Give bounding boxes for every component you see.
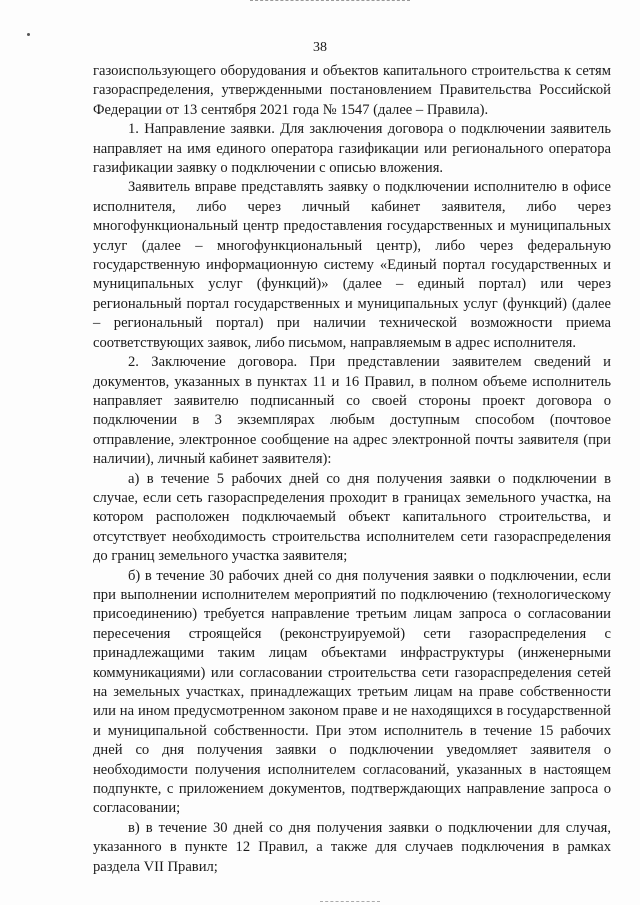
paragraph-item-a: а) в течение 5 рабочих дней со дня получения заявки о подключении в случае, если сеть газораспределения проходит в границах земельного участка, на котором расположен подключаемый объект капитального строительства, и отсутствует необходимость строительства исполнителем сети газораспределения до границ земельного участка заявителя; bbox=[93, 470, 611, 565]
paragraph-submission-channels: Заявитель вправе представлять заявку о подключении исполнителю в офисе исполнителя, либо через личный кабинет заявителя, либо через многофункциональный центр предоставления государственных и муниципальных услуг (далее – многофункциональный центр), либо через федеральную государственную информационную систему «Единый портал государственных и муниципальных услуг (функций)» (далее – единый портал) или через региональный портал государственных и муниципальных услуг (функций) (далее – региональный портал) при наличии технической возможности приема соответствующих заявок, либо письмом, направляемым в адрес исполнителя. bbox=[93, 179, 611, 351]
page-number: 38 bbox=[313, 40, 327, 55]
document-body bbox=[93, 62, 611, 877]
paragraph-continuation: газоиспользующего оборудования и объектов капитального строительства к сетям газораспределения, утвержденными постановлением Правительства Российской Федерации от 13 сентября 2021 года № 1547 (далее – Правила). bbox=[93, 63, 611, 118]
scan-edge-mark bbox=[250, 0, 410, 2]
paragraph-application-submission: 1. Направление заявки. Для заключения договора о подключении заявитель направляет на имя единого оператора газификации или регионального оператора газификации заявку о подключении с описью вложения. bbox=[93, 121, 611, 177]
paragraph-contract-conclusion: 2. Заключение договора. При представлении заявителем сведений и документов, указанных в пунктах 11 и 16 Правил, в полном объеме исполнитель направляет заявителю подписанный со своей стороны проект договора о подключении в 3 экземплярах любым доступным способом (почтовое отправление, электронное сообщение на адрес электронной почты заявителя (при наличии), личный кабинет заявителя): bbox=[93, 354, 611, 468]
paragraph-item-v: в) в течение 30 дней со дня получения заявки о подключении для случая, указанного в пункте 12 Правил, а также для случаев подключения в рамках раздела VII Правил; bbox=[93, 819, 611, 875]
scan-dot bbox=[27, 33, 30, 36]
paragraph-item-b: б) в течение 30 рабочих дней со дня получения заявки о подключении, если при выполнении исполнителем мероприятий по подключению (технологическому присоединению) требуется направление третьим лицам запроса о согласовании пересечения строящейся (реконструируемой) сети газораспределения с принадлежащими таким лицам объектами инфраструктуры (инженерными коммуникациями) или согласовании строительства сети газораспределения сетей на земельных участках, принадлежащих третьим лицам на праве собственности или на ином предусмотренном законом праве и не находящихся в государственной и муниципальной собственности. При этом исполнитель в течение 15 рабочих дней со дня получения заявки о подключении уведомляет заявителя о необходимости получения исполнителем согласований, указанных в настоящем подпункте, с приложением документов, подтверждающих направление запроса о согласовании; bbox=[93, 567, 611, 817]
scan-edge-mark-bottom bbox=[320, 901, 380, 903]
